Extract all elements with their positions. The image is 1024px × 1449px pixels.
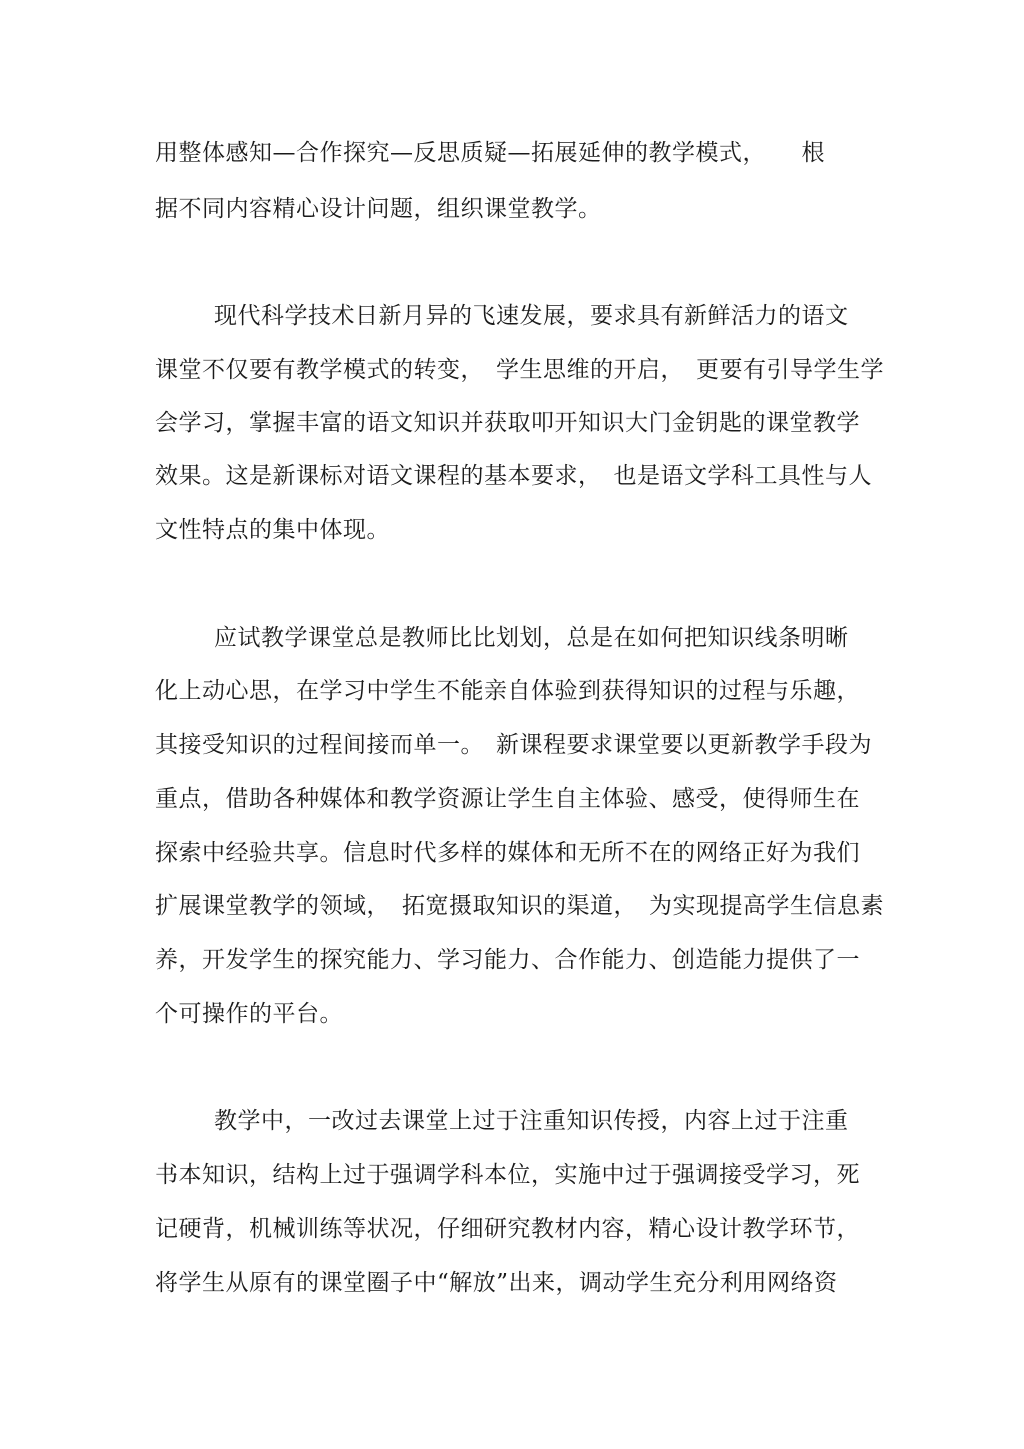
text-line: 探索中经验共享。信息时代多样的媒体和无所不在的网络正好为我们 [155, 840, 860, 866]
text-line: 用整体感知—合作探究—反思质疑—拓展延伸的教学模式， 根 [155, 140, 825, 166]
text-line: 会学习，掌握丰富的语文知识并获取叩开知识大门金钥匙的课堂教学 [155, 410, 860, 436]
text-line: 重点，借助各种媒体和教学资源让学生自主体验、感受，使得师生在 [155, 786, 860, 812]
text-line: 化上动心思，在学习中学生不能亲自体验到获得知识的过程与乐趣， [155, 678, 860, 704]
text-line: 据不同内容精心设计问题，组织课堂教学。 [155, 196, 602, 222]
text-line: 教学中，一改过去课堂上过于注重知识传授，内容上过于注重 [214, 1108, 849, 1134]
text-line: 将学生从原有的课堂圈子中“解放”出来，调动学生充分利用网络资 [155, 1270, 838, 1296]
text-line: 现代科学技术日新月异的飞速发展，要求具有新鲜活力的语文 [214, 303, 849, 329]
text-line: 书本知识，结构上过于强调学科本位，实施中过于强调接受学习，死 [155, 1162, 860, 1188]
text-line: 课堂不仅要有教学模式的转变， 学生思维的开启， 更要有引导学生学 [155, 357, 884, 383]
text-line: 扩展课堂教学的领域， 拓宽摄取知识的渠道， 为实现提高学生信息素 [155, 893, 884, 919]
text-line: 个可操作的平台。 [155, 1001, 343, 1027]
text-line: 应试教学课堂总是教师比比划划，总是在如何把知识线条明晰 [214, 625, 849, 651]
text-line: 记硬背，机械训练等状况，仔细研究教材内容，精心设计教学环节， [155, 1216, 860, 1242]
text-line: 文性特点的集中体现。 [155, 517, 390, 543]
text-line: 养，开发学生的探究能力、学习能力、合作能力、创造能力提供了一 [155, 947, 860, 973]
text-line: 效果。这是新课标对语文课程的基本要求， 也是语文学科工具性与人 [155, 463, 872, 489]
text-line: 其接受知识的过程间接而单一。 新课程要求课堂要以更新教学手段为 [155, 732, 872, 758]
